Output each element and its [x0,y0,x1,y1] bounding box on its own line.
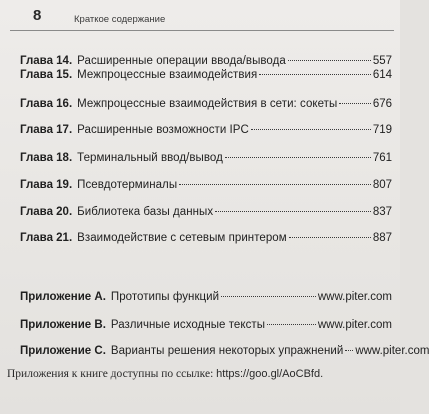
toc-entry-label: Глава 15. [20,69,73,81]
toc-entry-page: www.piter.com [355,345,429,357]
toc-entry-label: Глава 18. [20,152,73,164]
toc-entry-chapter-20 [20,203,392,221]
toc-entry-title: Расширенные возможности IPC [77,124,249,136]
toc-entry-chapter-18 [20,149,392,167]
page-header [10,4,394,31]
toc-entry-page: www.piter.com [317,319,392,331]
toc-entry-page: 614 [372,69,392,81]
toc-entry-appendix-c [20,342,429,360]
toc-entry-title: Различные исходные тексты [110,319,266,331]
toc-entry-label: Глава 19. [20,179,73,191]
dot-leader [267,324,316,325]
footnote-text: Приложения к книге доступны по ссылке: [7,368,214,380]
toc-entry-label: Глава 21. [20,232,73,244]
bleed-through-text [262,276,265,286]
toc-entry-page: 761 [372,152,392,164]
toc-entry-page: 807 [372,179,392,191]
toc-entry-title: Терминальный ввод/вывод [77,152,223,164]
toc-entry-page: 719 [372,124,392,136]
toc-entry-title: Взаимодействие с сетевым принтером [77,232,287,244]
toc-entry-label: Приложение В. [20,319,106,331]
toc-entry-label: Глава 20. [20,206,73,218]
toc-entry-page: 837 [372,206,392,218]
appendix-link-note [7,368,323,380]
toc-entry-chapter-19 [20,176,392,194]
running-title: Краткое содержание [74,14,166,25]
toc-entry-title: Прототипы функций [110,291,220,303]
toc-entry-page: 887 [372,232,392,244]
dot-leader [288,60,371,61]
toc-entry-page: 557 [372,55,392,67]
dot-leader [225,157,371,158]
page-number: 8 [33,7,42,24]
toc-entry-title: Расширенные операции ввода/вывода [77,55,286,67]
dot-leader [215,211,371,212]
toc-entry-title: Варианты решения некоторых упражнений [110,345,344,357]
toc-entry-title: Межпроцессные взаимодействия [77,69,258,81]
dot-leader [259,74,371,75]
toc-entry-chapter-21 [20,229,392,247]
toc-entry-page: 676 [372,98,392,110]
toc-entry-label: Приложение А. [20,291,106,303]
dot-leader [345,350,353,351]
toc-entry-chapter-17 [20,121,392,139]
toc-entry-label: Глава 14. [20,55,73,67]
toc-entry-label: Глава 16. [20,98,73,110]
toc-entry-title: Псевдотерминалы [77,179,178,191]
appendix-link[interactable]: https://goo.gl/AoCBfd. [216,368,324,380]
dot-leader [179,184,371,185]
dot-leader [221,296,316,297]
toc-entry-label: Глава 17. [20,124,73,136]
toc-entry-appendix-b [20,316,392,334]
toc-entry-label: Приложение С. [20,345,106,357]
toc-entry-title: Межпроцессные взаимодействия в сети: сокеты [77,98,338,110]
dot-leader [339,103,371,104]
dot-leader [289,237,371,238]
toc-entry-appendix-a [20,288,392,306]
dot-leader [251,129,371,130]
toc-entry-title: Библиотека базы данных [77,206,214,218]
toc-entry-page: www.piter.com [317,291,392,303]
toc-entry-chapter-15 [20,66,392,84]
toc-entry-chapter-16 [20,95,392,113]
